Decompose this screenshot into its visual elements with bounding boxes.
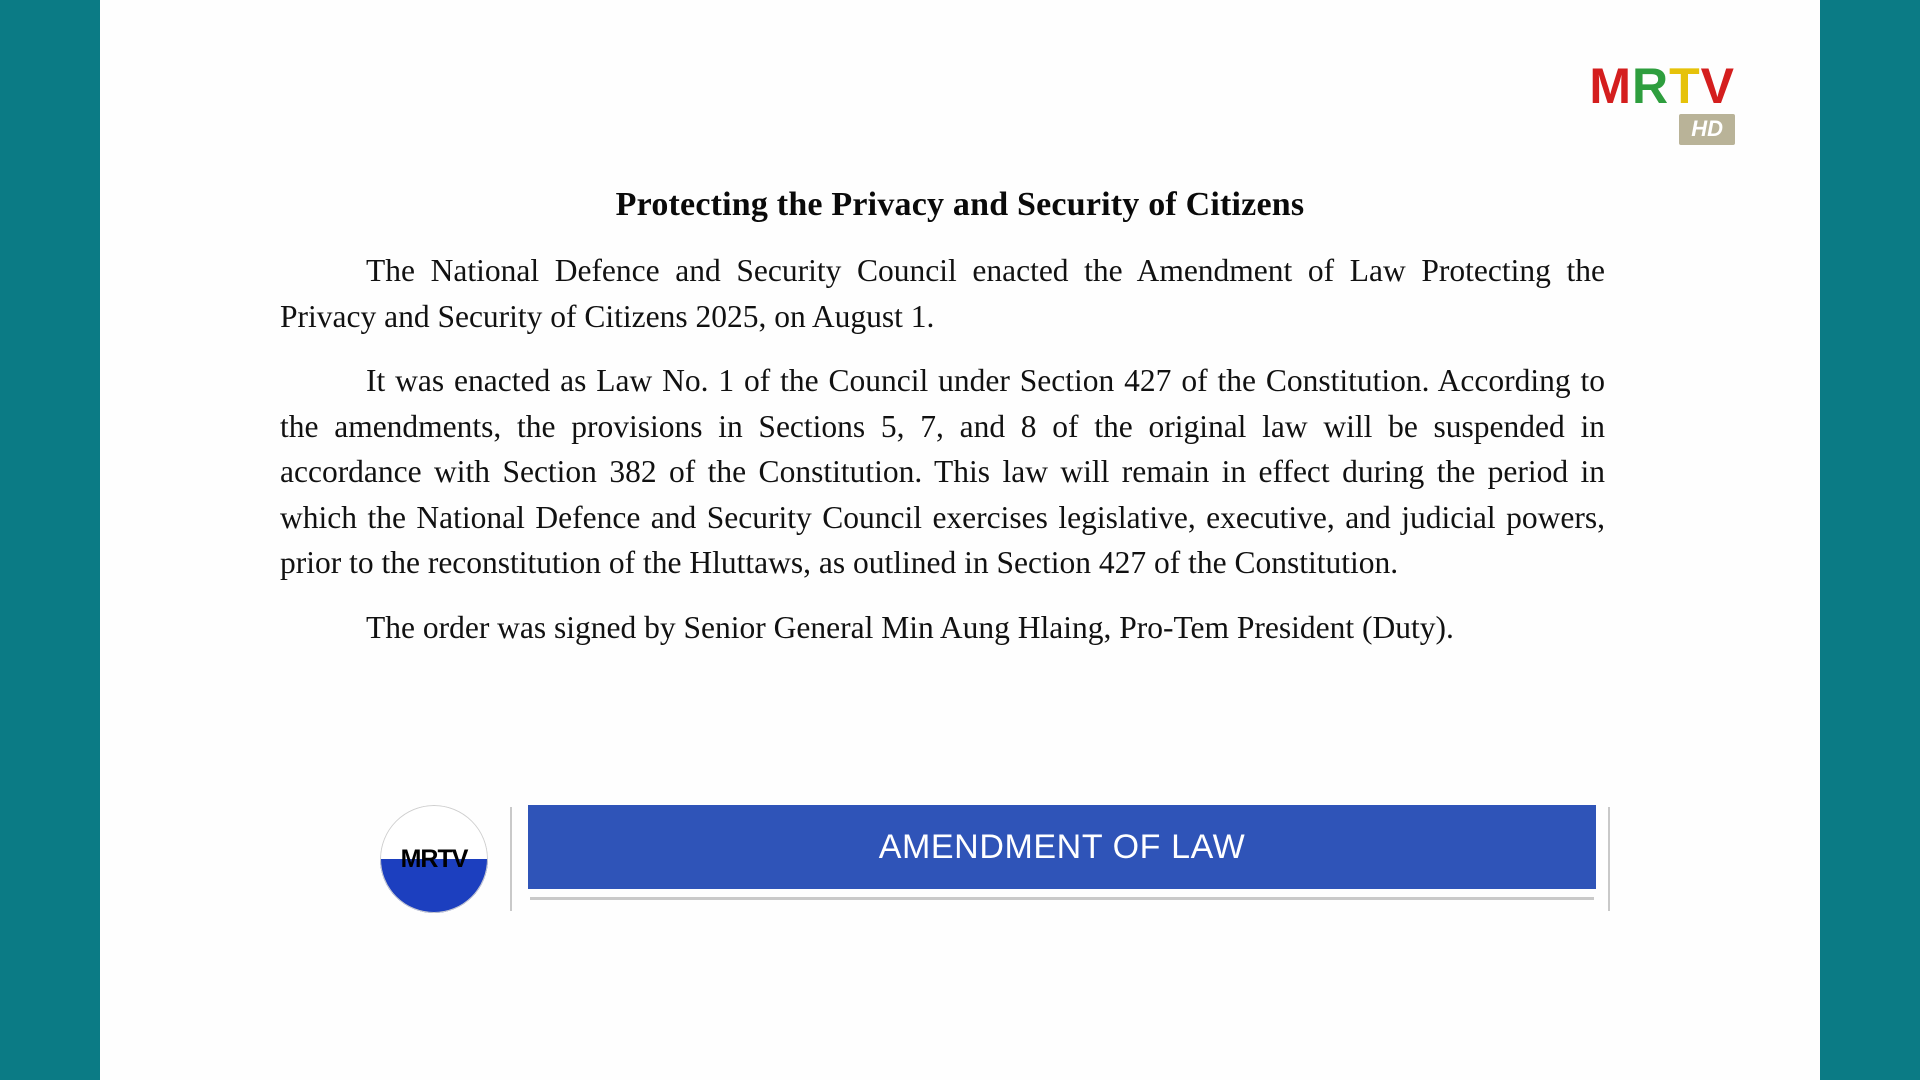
logo-letter-v: V	[1700, 58, 1735, 114]
logo-letter-t: T	[1669, 58, 1701, 114]
mrtv-logo-wordmark	[1535, 60, 1735, 112]
globe-letter-v: V	[451, 845, 468, 873]
logo-letter-m: M	[1589, 58, 1632, 114]
article-paragraph: The order was signed by Senior General Min Aung Hlaing, Pro-Tem President (Duty).	[366, 609, 1454, 645]
article-body	[280, 248, 1605, 650]
globe-logo-text	[380, 845, 488, 874]
globe-letter-m: M	[400, 845, 421, 873]
globe-letter-t: T	[437, 845, 452, 873]
article-headline: Protecting the Privacy and Security of Citizens	[615, 186, 1305, 223]
document-page	[100, 0, 1820, 1080]
right-pillarbox-bar	[1820, 0, 1920, 1080]
banner-underline	[530, 897, 1594, 900]
banner-left-divider	[510, 807, 512, 911]
lower-third-banner	[380, 805, 1610, 910]
banner-title-bar	[528, 805, 1596, 889]
banner-right-divider	[1608, 807, 1610, 911]
banner-title-text: AMENDMENT OF LAW	[878, 827, 1246, 866]
article-paragraph: The National Defence and Security Council enacted the Amendment of Law Protecting the Privacy and Security of Citizens 2025, on August 1.	[280, 253, 1605, 334]
logo-letter-r: R	[1631, 58, 1670, 114]
hd-badge: HD	[1679, 114, 1735, 145]
left-pillarbox-bar	[0, 0, 100, 1080]
globe-letter-r: R	[420, 845, 438, 873]
article-paragraph: It was enacted as Law No. 1 of the Council under Section 427 of the Constitution. According to the amendments, the provisions in Sections 5, 7, and 8 of the original law will be suspended in accordance with Section 382 of the Constitution. This law will remain in effect during the period in which the National Defence and Security Council exercises legislative, executive, and judicial powers, prior to the reconstitution of the Hluttaws, as outlined in Section 427 of the Constitution.	[280, 363, 1605, 580]
mrtv-channel-logo	[1535, 60, 1735, 150]
mrtv-globe-logo	[380, 805, 488, 913]
